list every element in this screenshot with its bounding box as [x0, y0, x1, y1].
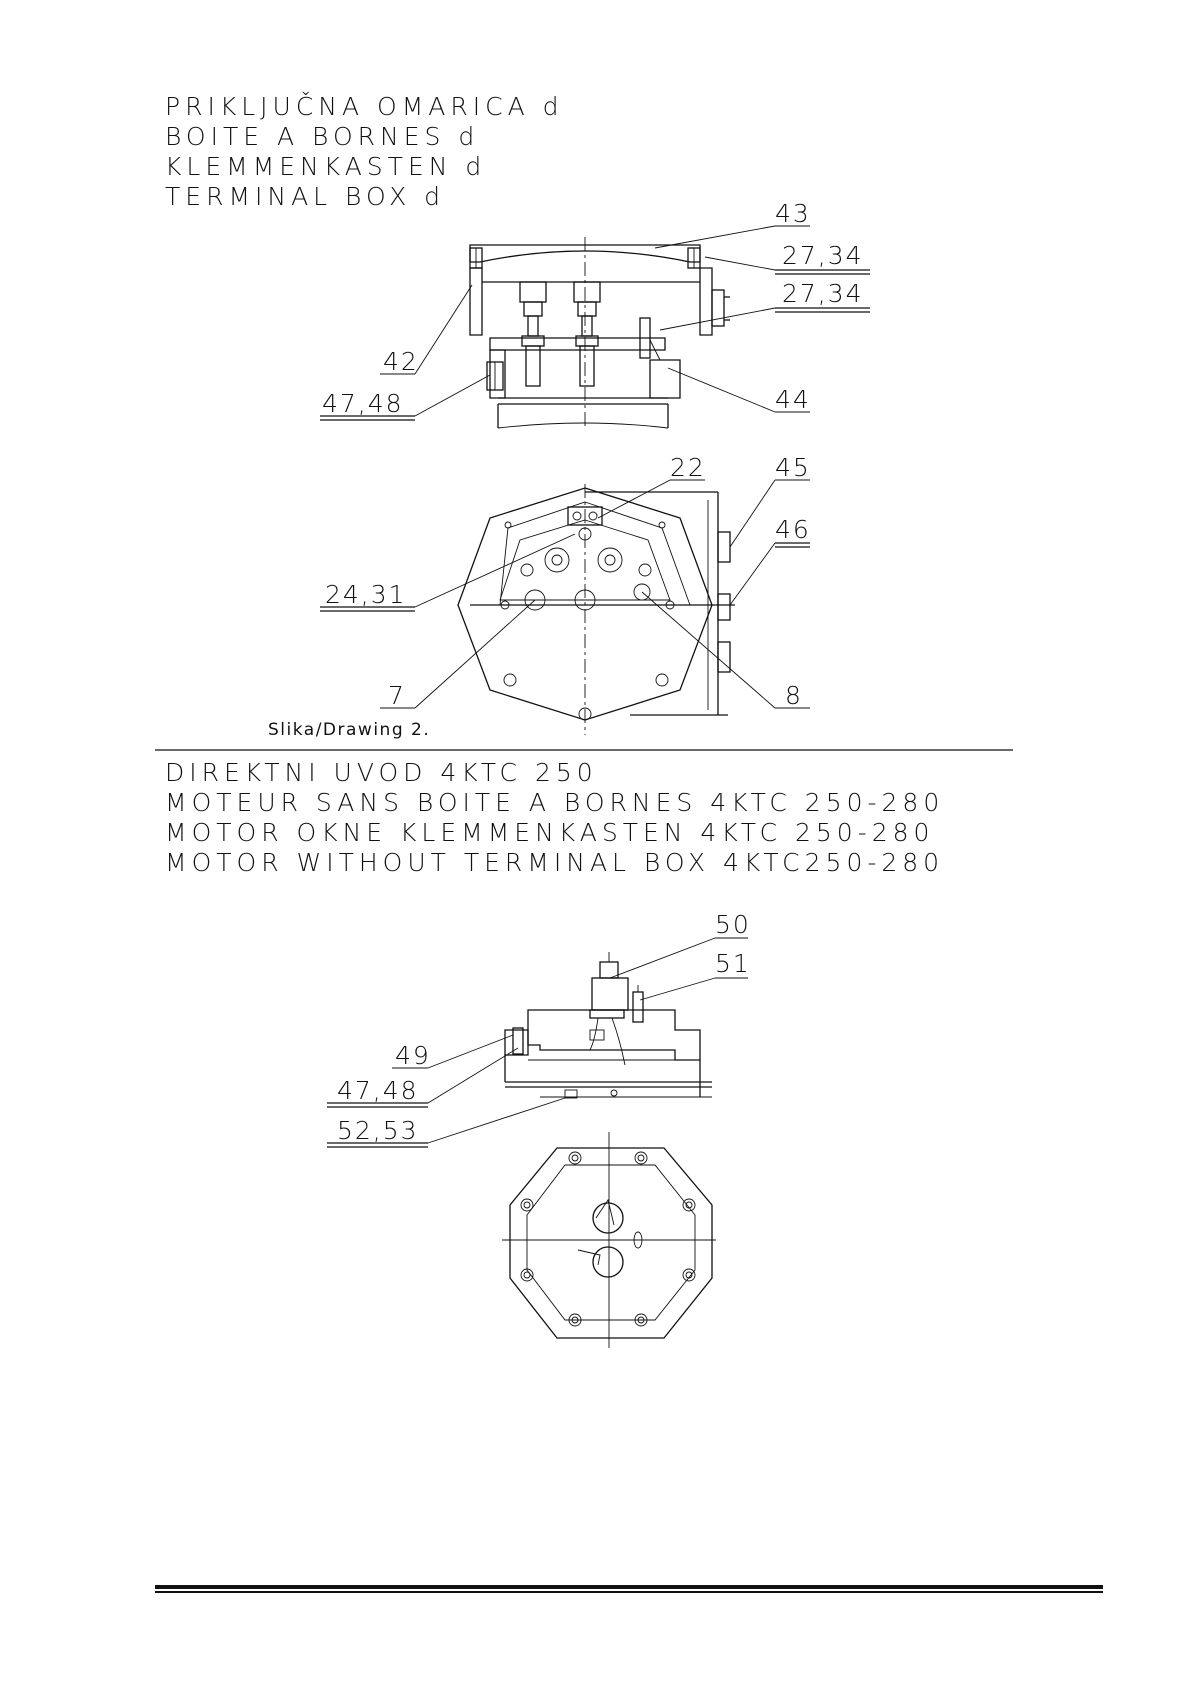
section1-title-line: PRIKLJUČNA OMARICA d [165, 92, 564, 121]
label-27-34-a: 27,34 [782, 241, 864, 270]
label-47-48: 47,48 [322, 389, 404, 418]
label-8: 8 [785, 681, 803, 710]
label-52-53: 52,53 [337, 1116, 419, 1145]
direct-entry-section-view [505, 952, 712, 1098]
label-42: 42 [383, 347, 419, 376]
label-45: 45 [775, 453, 811, 482]
terminal-box-section-view [470, 237, 730, 430]
label-49: 49 [395, 1041, 431, 1070]
direct-entry-plan-view [502, 1132, 716, 1348]
section1-title-line: TERMINAL BOX d [165, 182, 446, 211]
section1-title-line: BOITE A BORNES d [165, 122, 480, 151]
label-47-48-b: 47,48 [337, 1076, 419, 1105]
terminal-box-plan-view [458, 484, 735, 735]
label-44: 44 [775, 385, 811, 414]
section2-title-line: MOTEUR SANS BOITE A BORNES 4KTC 250-280 [165, 788, 945, 817]
label-46: 46 [775, 515, 811, 544]
section2-title-line: MOTOR OKNE KLEMMENKASTEN 4KTC 250-280 [165, 818, 935, 847]
label-27-34-b: 27,34 [782, 279, 864, 308]
section2-title-line: DIREKTNI UVOD 4KTC 250 [165, 758, 598, 787]
drawing-caption: Slika/Drawing 2. [268, 720, 431, 740]
drawing2-labels [337, 910, 751, 1145]
label-50: 50 [715, 910, 751, 939]
footer-rule [155, 1585, 1103, 1593]
label-43: 43 [775, 199, 811, 228]
label-51: 51 [715, 949, 751, 978]
label-22: 22 [670, 453, 706, 482]
label-24-31: 24,31 [325, 580, 407, 609]
section2-title-line: MOTOR WITHOUT TERMINAL BOX 4KTC250-280 [165, 848, 945, 877]
drawing1-labels [268, 199, 864, 740]
section1-title-line: KLEMMENKASTEN d [165, 152, 487, 181]
label-7: 7 [388, 681, 406, 710]
